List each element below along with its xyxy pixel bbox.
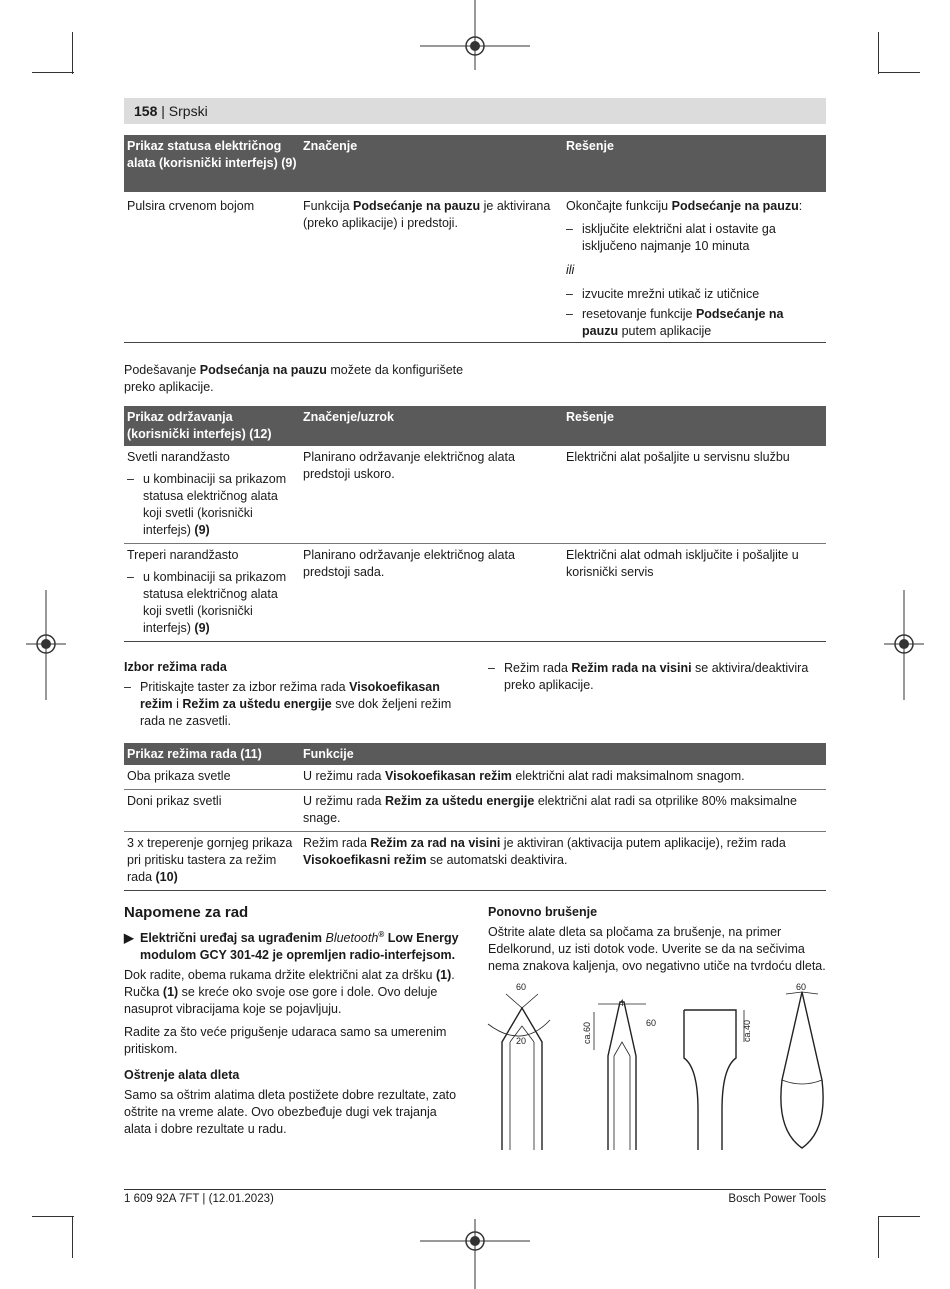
table-row — [124, 790, 826, 832]
maintenance-table — [124, 406, 826, 642]
crop-mark — [878, 1216, 920, 1217]
table-cell: Električni alat pošaljite u servisnu službu — [563, 446, 826, 544]
grip-paragraph: Dok radite, obema rukama držite električni alat za dršku (1). Ručka (1) se kreće oko svoje ose gore i dole. Ovo deluje nasuprot vibracijama koje se pojavljuju. — [124, 968, 455, 1016]
crop-mark — [72, 1216, 73, 1258]
mode-section-title: Izbor režima rada — [124, 660, 227, 674]
length-label: ca.40 — [742, 1019, 752, 1042]
table-cell: Svetli narandžasto – u kombinaciji sa prikazom statusa električnog alata koji svetli (korisnički interfejs) (9) — [124, 446, 300, 544]
notes-title: Napomene za rad — [124, 904, 249, 921]
bluetooth-warning: ▶ Električni uređaj sa ugrađenim Bluetooth® Low Energy modulom GCY 301-42 je opremljen radio-interfejsom. — [124, 929, 459, 962]
table-cell: Oba prikaza svetle — [124, 765, 300, 790]
length-label: ca.60 — [582, 1021, 592, 1044]
angle-label: 20 — [516, 1036, 527, 1046]
flat-pointed-chisel — [608, 1002, 636, 1150]
crop-mark — [878, 32, 879, 74]
table-cell: Okončajte funkciju Podsećanje na pauzu: – isključite električni alat i ostavite ga isključeno najmanje 10 minuta ili – izvucite mrežni utikač iz utičnice – resetovanje funkcije Podsećanje na pauzu putem aplikacije — [563, 192, 826, 343]
sharpen-paragraph: Samo sa oštrim alatima dleta postižete dobre rezultate, zato oštrite na vreme alate. Ovo obezbeđuje dugi vek trajanja alata i dobre rezultate u radu. — [124, 1088, 457, 1136]
table-header-cell: Prikaz režima rada (11) — [124, 743, 300, 765]
table-row — [124, 832, 826, 891]
table-cell: Funkcija Podsećanje na pauzu je aktivirana (preko aplikacije) i predstoji. — [300, 192, 563, 343]
table-cell: U režimu rada Režim za uštedu energije električni alat radi sa otprilike 80% maksimalne snage. — [300, 790, 826, 832]
crop-mark — [32, 1216, 74, 1217]
table-header-cell: Rešenje — [563, 406, 826, 446]
pause-config-paragraph: Podešavanje Podsećanja na pauzu možete da konfigurišete preko aplikacije. — [124, 363, 464, 394]
regrind-paragraph: Oštrite alate dleta sa pločama za brušenje, na primer Edelkorund, uz isti dotok vode. Uverite se da na sečivima nema znakova kaljenja, ovo negativno utiče na tvrdoću dleta. — [488, 925, 826, 973]
page-header-text: 158 | Srpski — [134, 103, 208, 119]
angle-label: 60 — [646, 1018, 657, 1028]
table-header-cell: Prikaz statusa električnog alata (korisnički interfejs) (9) — [124, 135, 300, 192]
table-row — [124, 544, 826, 642]
mode-table — [124, 743, 826, 891]
table-header-cell: Značenje/uzrok — [300, 406, 563, 446]
table-cell: Planirano održavanje električnog alata predstoji uskoro. — [300, 446, 563, 544]
registration-mark-top — [420, 0, 530, 70]
pointed-chisel — [502, 1008, 542, 1150]
table-header-cell: Rešenje — [563, 135, 826, 192]
triangle-bullet-icon: ▶ — [124, 931, 134, 945]
width-label: 4 — [619, 998, 625, 1008]
page-number: 158 — [134, 103, 158, 119]
table-cell: Električni alat odmah isključite i pošaljite u korisnički servis — [563, 544, 826, 642]
registration-mark-right — [884, 590, 924, 700]
table-cell: Treperi narandžasto – u kombinaciji sa prikazom statusa električnog alata koji svetli (korisnički interfejs) (9) — [124, 544, 300, 642]
table-header-cell: Prikaz održavanja (korisnički interfejs) (12) — [124, 406, 300, 446]
mode-left-item: – Pritiskajte taster za izbor režima rada Visokoefikasan režim i Režim za uštedu energije sve dok željeni režim rada ne zasvetli. — [124, 680, 452, 728]
crop-mark — [878, 72, 920, 73]
page-language: Srpski — [168, 103, 208, 119]
status-table — [124, 135, 826, 343]
table-cell: U režimu rada Visokoefikasan režim električni alat radi maksimalnom snagom. — [300, 765, 826, 790]
pressure-paragraph: Radite za što veće prigušenje udaraca samo sa umerenim pritiskom. — [124, 1025, 447, 1056]
crop-mark — [878, 1216, 879, 1258]
sharpen-title: Oštrenje alata dleta — [124, 1068, 240, 1082]
table-header-cell: Funkcije — [300, 743, 826, 765]
angle-label: 60 — [796, 982, 807, 992]
regrind-title: Ponovno brušenje — [488, 905, 598, 919]
table-header-cell: Značenje — [300, 135, 563, 192]
table-row — [124, 765, 826, 790]
footer-rule — [124, 1189, 826, 1190]
angle-label: 60 — [516, 982, 527, 992]
crop-mark — [72, 32, 73, 74]
table-cell: Pulsira crvenom bojom — [124, 192, 300, 343]
flat-chisel — [684, 1010, 736, 1150]
footer-doc-id: 1 609 92A 7FT | (12.01.2023) — [124, 1193, 274, 1205]
registration-mark-bottom — [420, 1219, 530, 1289]
chisel-figure — [486, 980, 830, 1152]
table-cell: 3 x treperenje gornjeg prikaza pri pritisku tastera za režim rada (10) — [124, 832, 300, 891]
table-cell: Doni prikaz svetli — [124, 790, 300, 832]
page-header — [124, 98, 826, 124]
table-cell: Planirano održavanje električnog alata predstoji sada. — [300, 544, 563, 642]
crop-mark — [32, 72, 74, 73]
footer-brand: Bosch Power Tools — [728, 1193, 826, 1205]
table-cell: Režim rada Režim za rad na visini je aktiviran (aktivacija putem aplikacije), režim rada Visokoefikasni režim se automatski deaktivira. — [300, 832, 826, 891]
table-row — [124, 446, 826, 544]
registration-mark-left — [26, 590, 66, 700]
mode-right-item: – Režim rada Režim rada na visini se aktivira/deaktivira preko aplikacije. — [488, 661, 809, 692]
spade-chisel — [781, 992, 823, 1148]
